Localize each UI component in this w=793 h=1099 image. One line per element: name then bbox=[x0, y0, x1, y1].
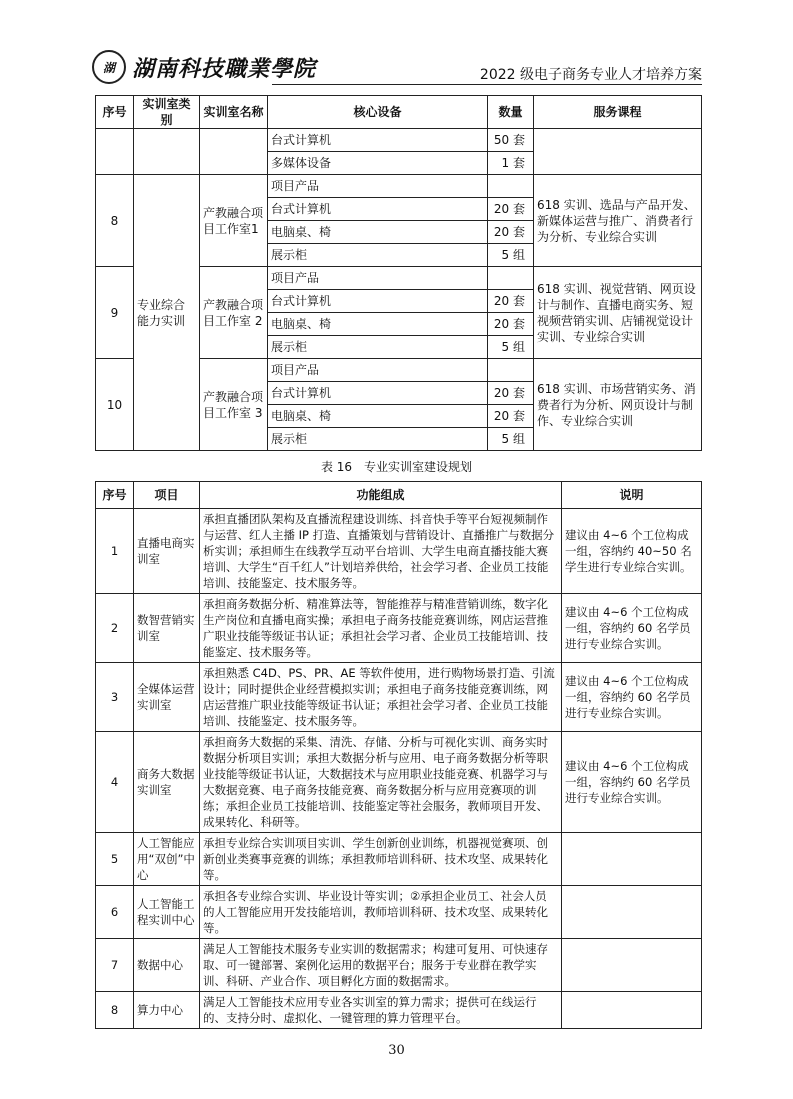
lab-name: 产教融合项目工作室 3 bbox=[200, 359, 268, 451]
document-title: 2022 级电子商务专业人才培养方案 bbox=[479, 67, 702, 83]
project-name: 人工智能应用“双创”中心 bbox=[134, 833, 200, 886]
project-name: 人工智能工程实训中心 bbox=[134, 886, 200, 939]
course-cell: 618 实训、选品与产品开发、新媒体运营与推广、消费者行为分析、专业综合实训 bbox=[534, 175, 702, 267]
row-number: 1 bbox=[96, 509, 134, 594]
table-header-row bbox=[96, 482, 702, 509]
quantity-cell: 20 套 bbox=[488, 221, 534, 244]
equipment-cell: 项目产品 bbox=[268, 175, 488, 198]
project-name: 算力中心 bbox=[134, 992, 200, 1029]
lab-equipment-table bbox=[95, 95, 702, 451]
row-number: 4 bbox=[96, 732, 134, 833]
note-cell bbox=[562, 939, 702, 992]
equipment-cell: 展示柜 bbox=[268, 428, 488, 451]
col-header: 序号 bbox=[96, 482, 134, 509]
row-number: 5 bbox=[96, 833, 134, 886]
equipment-cell: 展示柜 bbox=[268, 244, 488, 267]
function-cell: 承担各专业综合实训、毕业设计等实训；②承担企业员工、社会人员的人工智能应用开发技能培训，教师培训科研、技术攻坚、成果转化等。 bbox=[200, 886, 562, 939]
quantity-cell bbox=[488, 359, 534, 382]
table-row bbox=[96, 663, 702, 732]
function-cell: 承担熟悉 C4D、PS、PR、AE 等软件使用，进行购物场景打造、引流设计；同时提供企业经营模拟实训；承担电子商务技能竞赛训练，网店运营推广职业技能等级证书认证；承担社会学习者、企业员工技能培训、技能鉴定、技术服务等。 bbox=[200, 663, 562, 732]
function-cell: 满足人工智能技术服务专业实训的数据需求；构建可复用、可快速存取、可一键部署、案例化运用的数据平台；服务于专业群在教学实训、科研、产业合作、项目孵化方面的数据需求。 bbox=[200, 939, 562, 992]
note-cell: 建议由 4~6 个工位构成一组，容纳约 60 名学员进行专业综合实训。 bbox=[562, 663, 702, 732]
table-row bbox=[96, 732, 702, 833]
quantity-cell: 5 组 bbox=[488, 428, 534, 451]
school-name-logo: 湖南科技職業學院 bbox=[132, 55, 317, 82]
table-row bbox=[96, 939, 702, 992]
project-name: 商务大数据实训室 bbox=[134, 732, 200, 833]
row-number: 8 bbox=[96, 175, 134, 267]
row-number: 2 bbox=[96, 594, 134, 663]
quantity-cell: 50 套 bbox=[488, 129, 534, 152]
note-cell bbox=[562, 992, 702, 1029]
col-header: 功能组成 bbox=[200, 482, 562, 509]
header-divider bbox=[272, 84, 702, 85]
lab-category: 专业综合能力实训 bbox=[134, 175, 200, 451]
function-cell: 承担商务数据分析、精准算法等，智能推荐与精准营销训练，数字化生产岗位和直播电商实操；承担电子商务技能竞赛训练，网店运营推广职业技能等级证书认证；承担社会学习者、企业员工技能培训、技能鉴定、技术服务等。 bbox=[200, 594, 562, 663]
project-name: 数智营销实训室 bbox=[134, 594, 200, 663]
table-caption: 表 16 专业实训室建设规划 bbox=[320, 460, 473, 474]
project-name: 全媒体运营实训室 bbox=[134, 663, 200, 732]
col-header: 项目 bbox=[134, 482, 200, 509]
note-cell: 建议由 4~6 个工位构成一组，容纳约 60 名学员进行专业综合实训。 bbox=[562, 732, 702, 833]
table-cell bbox=[96, 129, 134, 175]
row-number: 7 bbox=[96, 939, 134, 992]
table-row bbox=[96, 886, 702, 939]
function-cell: 满足人工智能技术应用专业各实训室的算力需求；提供可在线运行的、支持分时、虚拟化、一键管理的算力管理平台。 bbox=[200, 992, 562, 1029]
equipment-cell: 电脑桌、椅 bbox=[268, 313, 488, 336]
table-row bbox=[96, 594, 702, 663]
table-row bbox=[96, 833, 702, 886]
page-number: 30 bbox=[388, 1043, 405, 1058]
note-cell bbox=[562, 833, 702, 886]
equipment-cell: 台式计算机 bbox=[268, 290, 488, 313]
quantity-cell: 20 套 bbox=[488, 313, 534, 336]
col-header: 服务课程 bbox=[534, 96, 702, 129]
col-header: 实训室名称 bbox=[200, 96, 268, 129]
table-cell bbox=[534, 129, 702, 175]
table-row bbox=[96, 509, 702, 594]
function-cell: 承担商务大数据的采集、清洗、存储、分析与可视化实训、商务实时数据分析项目实训；承担大数据分析与应用、电子商务数据分析等职业技能等级证书认证，大数据技术与应用职业技能竞赛、机器学习与大数据竞赛、电子商务技能竞赛、商务数据分析与应用竞赛项的训练；承担企业员工技能培训、技能鉴定等社会服务，教师项目开发、成果转化、科研等。 bbox=[200, 732, 562, 833]
quantity-cell bbox=[488, 175, 534, 198]
col-header: 序号 bbox=[96, 96, 134, 129]
function-cell: 承担专业综合实训项目实训、学生创新创业训练，机器视觉赛项、创新创业类赛事竞赛的训练；承担教师培训科研、技术攻坚、成果转化等。 bbox=[200, 833, 562, 886]
project-name: 直播电商实训室 bbox=[134, 509, 200, 594]
equipment-cell: 台式计算机 bbox=[268, 129, 488, 152]
col-header: 核心设备 bbox=[268, 96, 488, 129]
col-header: 数量 bbox=[488, 96, 534, 129]
equipment-cell: 电脑桌、椅 bbox=[268, 405, 488, 428]
col-header: 实训室类别 bbox=[134, 96, 200, 129]
quantity-cell: 5 组 bbox=[488, 244, 534, 267]
quantity-cell: 1 套 bbox=[488, 152, 534, 175]
equipment-cell: 电脑桌、椅 bbox=[268, 221, 488, 244]
school-logo bbox=[92, 50, 316, 84]
row-number: 6 bbox=[96, 886, 134, 939]
col-header: 说明 bbox=[562, 482, 702, 509]
note-cell: 建议由 4~6 个工位构成一组，容纳约 40~50 名学生进行专业综合实训。 bbox=[562, 509, 702, 594]
equipment-cell: 台式计算机 bbox=[268, 198, 488, 221]
row-number: 10 bbox=[96, 359, 134, 451]
quantity-cell: 5 组 bbox=[488, 336, 534, 359]
equipment-cell: 项目产品 bbox=[268, 267, 488, 290]
row-number: 3 bbox=[96, 663, 134, 732]
table-cell bbox=[200, 129, 268, 175]
course-cell: 618 实训、视觉营销、网页设计与制作、直播电商实务、短视频营销实训、店铺视觉设计实训、专业综合实训 bbox=[534, 267, 702, 359]
training-room-plan-table bbox=[95, 481, 702, 1029]
table-row bbox=[96, 129, 702, 152]
table-cell bbox=[134, 129, 200, 175]
page-header bbox=[92, 50, 702, 92]
note-cell bbox=[562, 886, 702, 939]
row-number: 9 bbox=[96, 267, 134, 359]
table-header-row bbox=[96, 96, 702, 129]
note-cell: 建议由 4~6 个工位构成一组，容纳约 60 名学员进行专业综合实训。 bbox=[562, 594, 702, 663]
school-seal-icon: 湖 bbox=[92, 50, 126, 84]
equipment-cell: 台式计算机 bbox=[268, 382, 488, 405]
equipment-cell: 展示柜 bbox=[268, 336, 488, 359]
table-row bbox=[96, 175, 702, 198]
row-number: 8 bbox=[96, 992, 134, 1029]
lab-name: 产教融合项目工作室 2 bbox=[200, 267, 268, 359]
quantity-cell bbox=[488, 267, 534, 290]
lab-name: 产教融合项目工作室1 bbox=[200, 175, 268, 267]
quantity-cell: 20 套 bbox=[488, 405, 534, 428]
equipment-cell: 多媒体设备 bbox=[268, 152, 488, 175]
function-cell: 承担直播团队架构及直播流程建设训练、抖音快手等平台短视频制作与运营、红人主播 IP 打造、直播策划与营销设计、直播推广与数据分析实训；承担师生在线教学互动平台培训、大学生电商直播技能大赛培训、大学生“百千红人”计划培养供给，社会学习者、企业员工技能培训、技能鉴定、技术服务等。 bbox=[200, 509, 562, 594]
table-row bbox=[96, 992, 702, 1029]
quantity-cell: 20 套 bbox=[488, 382, 534, 405]
project-name: 数据中心 bbox=[134, 939, 200, 992]
course-cell: 618 实训、市场营销实务、消费者行为分析、网页设计与制作、专业综合实训 bbox=[534, 359, 702, 451]
quantity-cell: 20 套 bbox=[488, 290, 534, 313]
quantity-cell: 20 套 bbox=[488, 198, 534, 221]
equipment-cell: 项目产品 bbox=[268, 359, 488, 382]
